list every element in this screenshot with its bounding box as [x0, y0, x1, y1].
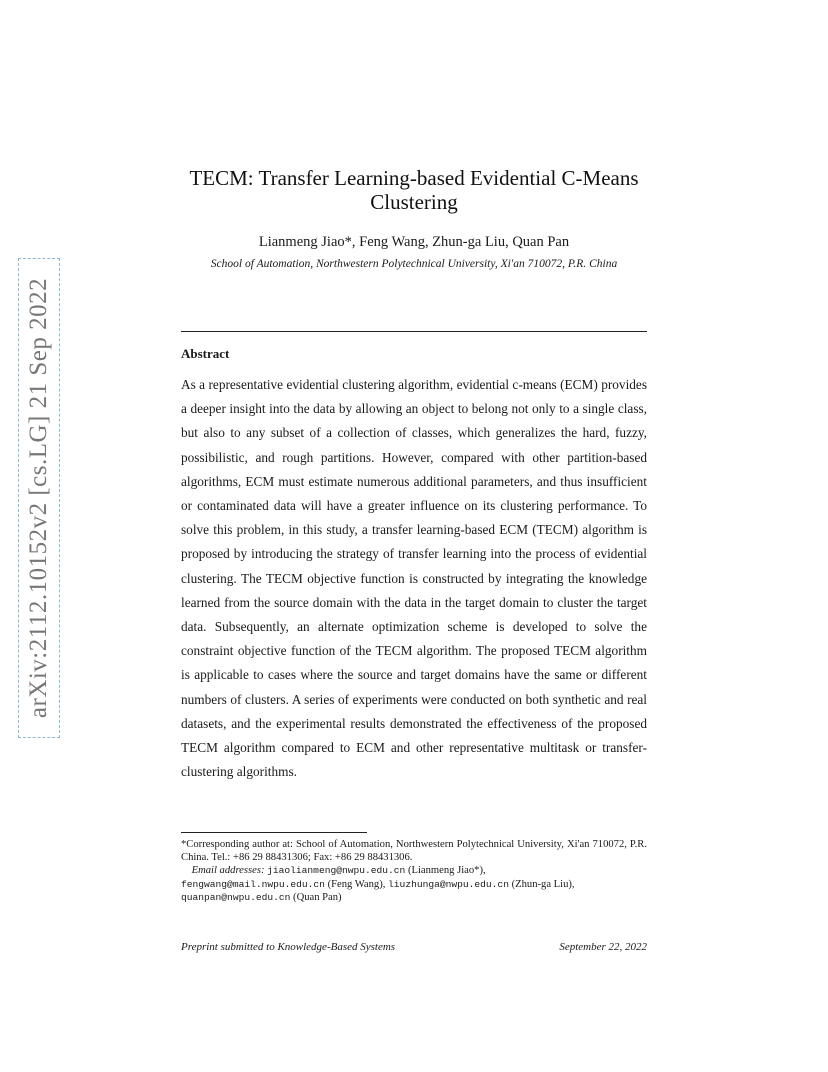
arxiv-stamp-text: arXiv:2112.10152v2 [cs.LG] 21 Sep 2022: [25, 277, 52, 719]
email-name-pan: (Quan Pan): [293, 891, 342, 903]
abstract-heading: Abstract: [181, 346, 230, 361]
footnote-corresponding: [181, 838, 647, 864]
arxiv-stamp: [18, 258, 60, 738]
email-jiao[interactable]: jiaolianmeng@nwpu.edu.cn: [267, 865, 406, 877]
affiliation: School of Automation, Northwestern Polytechnical University, Xi'an 710072, P.R. China: [210, 258, 618, 270]
email-liu[interactable]: liuzhunga@nwpu.edu.cn: [388, 878, 509, 890]
preprint-note: Preprint submitted to Knowledge-Based Systems: [181, 941, 396, 953]
abstract-top-rule: [181, 331, 647, 332]
title-line-1: TECM: Transfer Learning-based Evidential C-Means: [189, 166, 639, 190]
abstract-body: As a representative evidential clustering algorithm, evidential c-means (ECM) provides a deeper insight into the data by allowing an object to belong not only to a single class, but also to any subset of a collection of classes, which generalizes the hard, fuzzy, possibilistic, and rough partitions. However, compared with other partition-based algorithms, ECM must estimate numerous additional parameters, and thus insufficient or contaminated data will have a greater influence on its clustering performance. To solve this problem, in this study, a transfer learning-based ECM (TECM) algorithm is proposed by introducing the strategy of transfer learning into the process of evidential clustering. The TECM objective function is constructed by integrating the knowledge learned from the source domain with the data in the target domain to cluster the target data. Subsequently, an alternate optimization scheme is developed to solve the constraint objective function of the TECM algorithm. The proposed TECM algorithm is applicable to cases where the source and target domains have the same or different numbers of clusters. A series of experiments were conducted on both synthetic and real datasets, and the experimental results demonstrated the effectiveness of the proposed TECM algorithm compared to ECM and other representative multitask or transfer-clustering algorithms.: [181, 377, 647, 780]
email-pan[interactable]: quanpan@nwpu.edu.cn: [181, 891, 291, 903]
email-name-wang: (Feng Wang),: [327, 878, 386, 890]
email-name-jiao: (Lianmeng Jiao*),: [407, 865, 486, 877]
footnote: [181, 838, 647, 904]
email-wang[interactable]: fengwang@mail.nwpu.edu.cn: [181, 878, 325, 890]
email-name-liu: (Zhun-ga Liu),: [511, 878, 575, 890]
footnote-emails: [181, 864, 647, 904]
paper-title: [160, 166, 668, 214]
email-label: Email addresses:: [191, 865, 265, 877]
preprint-date: September 22, 2022: [559, 941, 647, 953]
title-line-2: Clustering: [370, 190, 458, 214]
author-list: Lianmeng Jiao*, Feng Wang, Zhun-ga Liu, Quan Pan: [258, 234, 570, 250]
corresponding-text: *Corresponding author at: School of Automation, Northwestern Polytechnical University, Xi'an 710072, P.R. China. Tel.: +86 29 88431306; Fax: +86 29 88431306.: [181, 839, 647, 864]
footnote-rule: [181, 832, 367, 833]
